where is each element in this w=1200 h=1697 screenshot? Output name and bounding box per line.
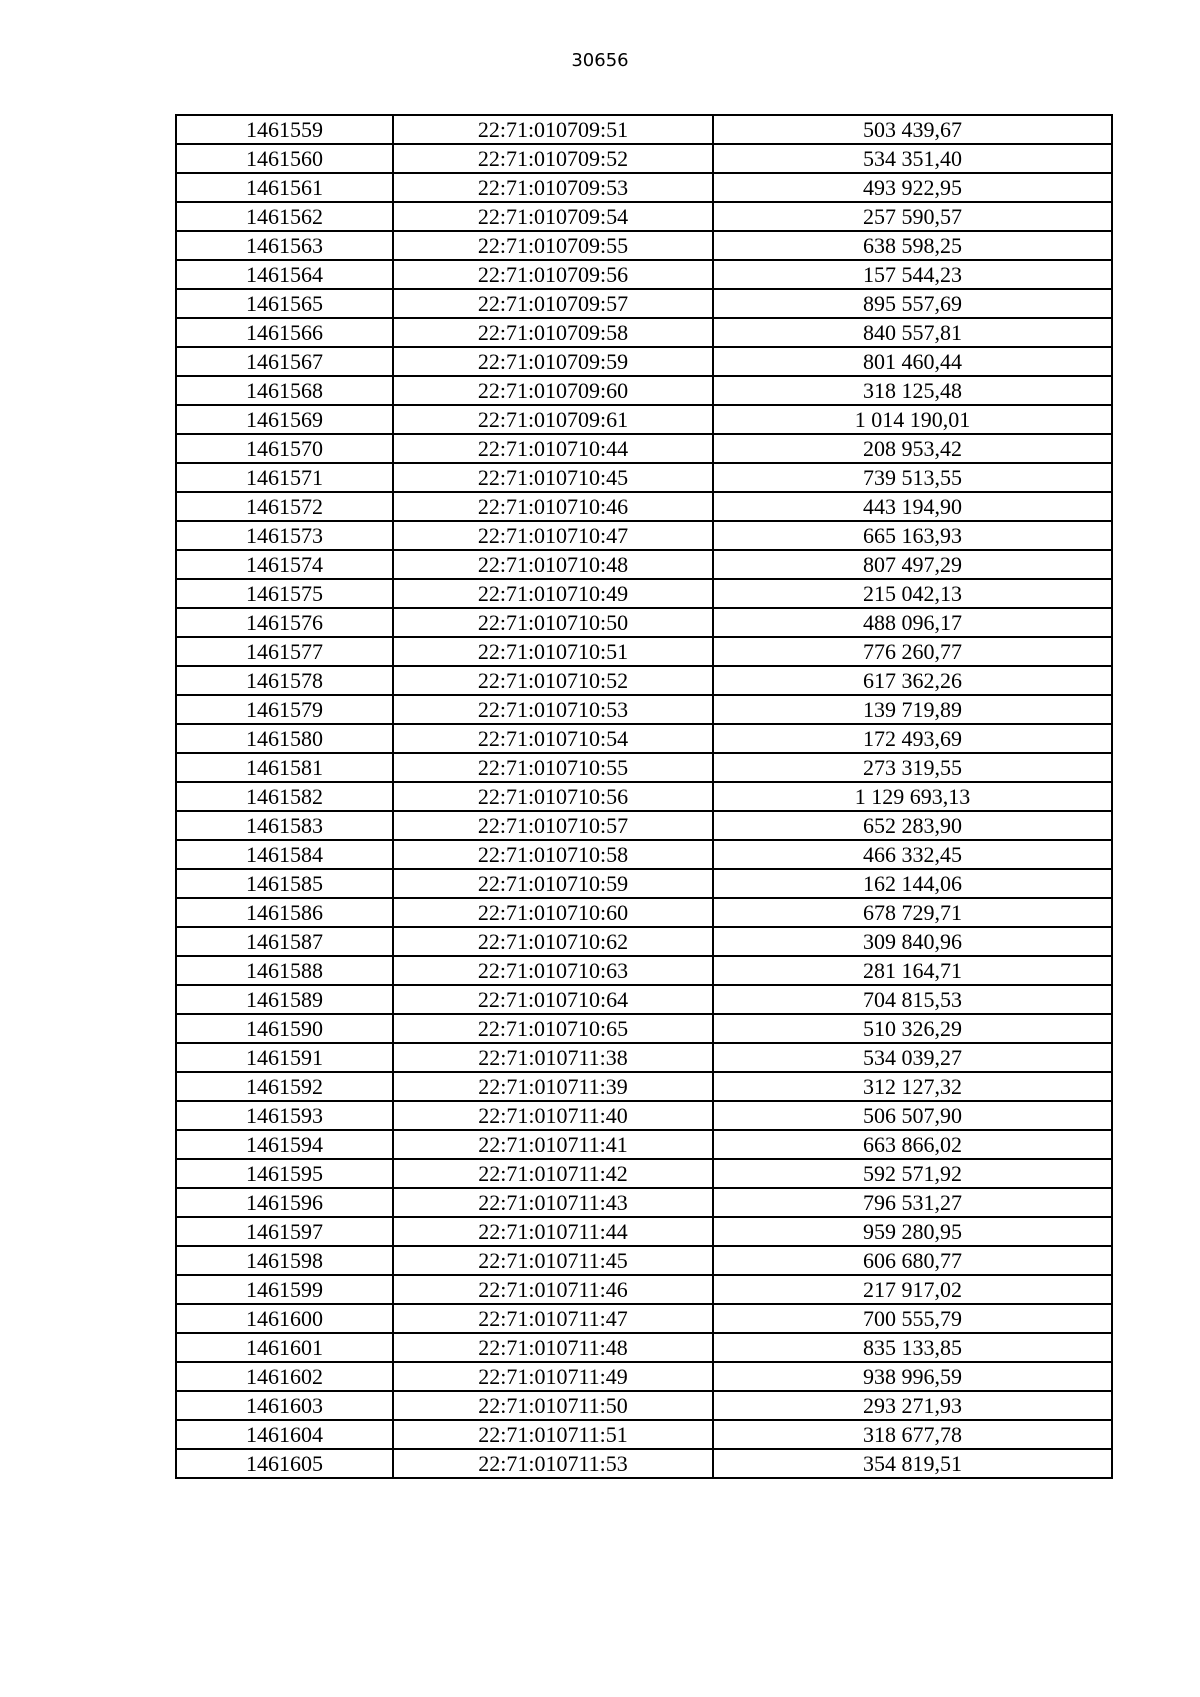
row-id-cell: 1461593	[176, 1101, 393, 1130]
value-cell: 309 840,96	[713, 927, 1112, 956]
cadastral-number-cell: 22:71:010710:50	[393, 608, 713, 637]
table-row	[176, 289, 1112, 318]
value-cell: 318 125,48	[713, 376, 1112, 405]
cadastral-number-cell: 22:71:010710:57	[393, 811, 713, 840]
value-cell: 318 677,78	[713, 1420, 1112, 1449]
cadastral-number-cell: 22:71:010709:53	[393, 173, 713, 202]
cadastral-number-cell: 22:71:010710:58	[393, 840, 713, 869]
value-cell: 312 127,32	[713, 1072, 1112, 1101]
data-table	[175, 114, 1113, 1479]
value-cell: 443 194,90	[713, 492, 1112, 521]
table-row	[176, 1130, 1112, 1159]
table-row	[176, 1362, 1112, 1391]
row-id-cell: 1461573	[176, 521, 393, 550]
cadastral-number-cell: 22:71:010710:46	[393, 492, 713, 521]
table-row	[176, 173, 1112, 202]
table-row	[176, 985, 1112, 1014]
row-id-cell: 1461561	[176, 173, 393, 202]
table-row	[176, 1391, 1112, 1420]
value-cell: 739 513,55	[713, 463, 1112, 492]
row-id-cell: 1461596	[176, 1188, 393, 1217]
table-row	[176, 608, 1112, 637]
value-cell: 510 326,29	[713, 1014, 1112, 1043]
value-cell: 776 260,77	[713, 637, 1112, 666]
cadastral-number-cell: 22:71:010710:48	[393, 550, 713, 579]
value-cell: 592 571,92	[713, 1159, 1112, 1188]
table-row	[176, 753, 1112, 782]
value-cell: 606 680,77	[713, 1246, 1112, 1275]
table-row	[176, 1072, 1112, 1101]
value-cell: 938 996,59	[713, 1362, 1112, 1391]
value-cell: 506 507,90	[713, 1101, 1112, 1130]
table-row	[176, 1304, 1112, 1333]
cadastral-number-cell: 22:71:010711:41	[393, 1130, 713, 1159]
value-cell: 208 953,42	[713, 434, 1112, 463]
row-id-cell: 1461604	[176, 1420, 393, 1449]
value-cell: 700 555,79	[713, 1304, 1112, 1333]
row-id-cell: 1461580	[176, 724, 393, 753]
value-cell: 534 351,40	[713, 144, 1112, 173]
cadastral-number-cell: 22:71:010710:45	[393, 463, 713, 492]
value-cell: 534 039,27	[713, 1043, 1112, 1072]
row-id-cell: 1461602	[176, 1362, 393, 1391]
cadastral-number-cell: 22:71:010711:47	[393, 1304, 713, 1333]
value-cell: 1 129 693,13	[713, 782, 1112, 811]
row-id-cell: 1461576	[176, 608, 393, 637]
value-cell: 704 815,53	[713, 985, 1112, 1014]
table-row	[176, 898, 1112, 927]
table-row	[176, 1275, 1112, 1304]
cadastral-number-cell: 22:71:010710:59	[393, 869, 713, 898]
table-row	[176, 840, 1112, 869]
row-id-cell: 1461595	[176, 1159, 393, 1188]
table-row	[176, 376, 1112, 405]
value-cell: 652 283,90	[713, 811, 1112, 840]
row-id-cell: 1461562	[176, 202, 393, 231]
table-row	[176, 521, 1112, 550]
value-cell: 466 332,45	[713, 840, 1112, 869]
value-cell: 959 280,95	[713, 1217, 1112, 1246]
row-id-cell: 1461599	[176, 1275, 393, 1304]
value-cell: 172 493,69	[713, 724, 1112, 753]
table-row	[176, 1333, 1112, 1362]
table-row	[176, 782, 1112, 811]
row-id-cell: 1461590	[176, 1014, 393, 1043]
row-id-cell: 1461598	[176, 1246, 393, 1275]
table-row	[176, 1043, 1112, 1072]
table-row	[176, 550, 1112, 579]
cadastral-number-cell: 22:71:010711:43	[393, 1188, 713, 1217]
row-id-cell: 1461565	[176, 289, 393, 318]
table-row	[176, 318, 1112, 347]
row-id-cell: 1461600	[176, 1304, 393, 1333]
row-id-cell: 1461574	[176, 550, 393, 579]
cadastral-number-cell: 22:71:010711:44	[393, 1217, 713, 1246]
row-id-cell: 1461571	[176, 463, 393, 492]
cadastral-number-cell: 22:71:010710:55	[393, 753, 713, 782]
row-id-cell: 1461592	[176, 1072, 393, 1101]
cadastral-number-cell: 22:71:010710:53	[393, 695, 713, 724]
row-id-cell: 1461583	[176, 811, 393, 840]
row-id-cell: 1461587	[176, 927, 393, 956]
table-row	[176, 1188, 1112, 1217]
cadastral-number-cell: 22:71:010711:39	[393, 1072, 713, 1101]
table-row	[176, 579, 1112, 608]
table-body	[176, 115, 1112, 1478]
cadastral-number-cell: 22:71:010711:49	[393, 1362, 713, 1391]
table-row	[176, 724, 1112, 753]
cadastral-number-cell: 22:71:010711:50	[393, 1391, 713, 1420]
row-id-cell: 1461579	[176, 695, 393, 724]
row-id-cell: 1461582	[176, 782, 393, 811]
row-id-cell: 1461585	[176, 869, 393, 898]
row-id-cell: 1461569	[176, 405, 393, 434]
value-cell: 488 096,17	[713, 608, 1112, 637]
value-cell: 663 866,02	[713, 1130, 1112, 1159]
row-id-cell: 1461572	[176, 492, 393, 521]
row-id-cell: 1461591	[176, 1043, 393, 1072]
cadastral-number-cell: 22:71:010711:42	[393, 1159, 713, 1188]
value-cell: 665 163,93	[713, 521, 1112, 550]
value-cell: 503 439,67	[713, 115, 1112, 144]
table-row	[176, 666, 1112, 695]
table-row	[176, 1159, 1112, 1188]
value-cell: 895 557,69	[713, 289, 1112, 318]
cadastral-number-cell: 22:71:010710:56	[393, 782, 713, 811]
table-row	[176, 1246, 1112, 1275]
row-id-cell: 1461589	[176, 985, 393, 1014]
cadastral-number-cell: 22:71:010710:60	[393, 898, 713, 927]
row-id-cell: 1461588	[176, 956, 393, 985]
table-row	[176, 1217, 1112, 1246]
value-cell: 257 590,57	[713, 202, 1112, 231]
value-cell: 273 319,55	[713, 753, 1112, 782]
row-id-cell: 1461564	[176, 260, 393, 289]
cadastral-number-cell: 22:71:010711:48	[393, 1333, 713, 1362]
row-id-cell: 1461568	[176, 376, 393, 405]
cadastral-number-cell: 22:71:010710:47	[393, 521, 713, 550]
cadastral-number-cell: 22:71:010711:53	[393, 1449, 713, 1478]
table-row	[176, 1449, 1112, 1478]
row-id-cell: 1461586	[176, 898, 393, 927]
row-id-cell: 1461567	[176, 347, 393, 376]
value-cell: 840 557,81	[713, 318, 1112, 347]
row-id-cell: 1461581	[176, 753, 393, 782]
value-cell: 678 729,71	[713, 898, 1112, 927]
value-cell: 617 362,26	[713, 666, 1112, 695]
row-id-cell: 1461559	[176, 115, 393, 144]
table-row	[176, 956, 1112, 985]
cadastral-number-cell: 22:71:010709:59	[393, 347, 713, 376]
row-id-cell: 1461563	[176, 231, 393, 260]
value-cell: 354 819,51	[713, 1449, 1112, 1478]
cadastral-number-cell: 22:71:010710:44	[393, 434, 713, 463]
cadastral-number-cell: 22:71:010709:52	[393, 144, 713, 173]
value-cell: 801 460,44	[713, 347, 1112, 376]
cadastral-number-cell: 22:71:010711:38	[393, 1043, 713, 1072]
value-cell: 638 598,25	[713, 231, 1112, 260]
table-row	[176, 115, 1112, 144]
value-cell: 139 719,89	[713, 695, 1112, 724]
cadastral-number-cell: 22:71:010710:54	[393, 724, 713, 753]
table-row	[176, 405, 1112, 434]
table-row	[176, 927, 1112, 956]
row-id-cell: 1461584	[176, 840, 393, 869]
cadastral-number-cell: 22:71:010711:46	[393, 1275, 713, 1304]
row-id-cell: 1461575	[176, 579, 393, 608]
table-row	[176, 1420, 1112, 1449]
cadastral-number-cell: 22:71:010710:52	[393, 666, 713, 695]
cadastral-number-cell: 22:71:010710:65	[393, 1014, 713, 1043]
page-number: 30656	[571, 50, 629, 71]
table-row	[176, 811, 1112, 840]
value-cell: 493 922,95	[713, 173, 1112, 202]
cadastral-number-cell: 22:71:010710:49	[393, 579, 713, 608]
value-cell: 807 497,29	[713, 550, 1112, 579]
table-row	[176, 695, 1112, 724]
cadastral-number-cell: 22:71:010709:56	[393, 260, 713, 289]
cadastral-number-cell: 22:71:010709:60	[393, 376, 713, 405]
value-cell: 157 544,23	[713, 260, 1112, 289]
value-cell: 281 164,71	[713, 956, 1112, 985]
value-cell: 1 014 190,01	[713, 405, 1112, 434]
table-row	[176, 231, 1112, 260]
cadastral-number-cell: 22:71:010710:51	[393, 637, 713, 666]
cadastral-number-cell: 22:71:010709:61	[393, 405, 713, 434]
row-id-cell: 1461594	[176, 1130, 393, 1159]
table-row	[176, 869, 1112, 898]
value-cell: 215 042,13	[713, 579, 1112, 608]
value-cell: 162 144,06	[713, 869, 1112, 898]
cadastral-number-cell: 22:71:010709:57	[393, 289, 713, 318]
cadastral-number-cell: 22:71:010709:58	[393, 318, 713, 347]
value-cell: 293 271,93	[713, 1391, 1112, 1420]
table-row	[176, 434, 1112, 463]
row-id-cell: 1461605	[176, 1449, 393, 1478]
value-cell: 217 917,02	[713, 1275, 1112, 1304]
cadastral-number-cell: 22:71:010711:51	[393, 1420, 713, 1449]
row-id-cell: 1461577	[176, 637, 393, 666]
table-row	[176, 260, 1112, 289]
table-row	[176, 1014, 1112, 1043]
cadastral-number-cell: 22:71:010709:54	[393, 202, 713, 231]
cadastral-number-cell: 22:71:010709:55	[393, 231, 713, 260]
cadastral-number-cell: 22:71:010709:51	[393, 115, 713, 144]
value-cell: 835 133,85	[713, 1333, 1112, 1362]
table-row	[176, 1101, 1112, 1130]
table-row	[176, 463, 1112, 492]
cadastral-number-cell: 22:71:010711:40	[393, 1101, 713, 1130]
row-id-cell: 1461603	[176, 1391, 393, 1420]
row-id-cell: 1461578	[176, 666, 393, 695]
cadastral-number-cell: 22:71:010710:63	[393, 956, 713, 985]
row-id-cell: 1461597	[176, 1217, 393, 1246]
cadastral-number-cell: 22:71:010710:64	[393, 985, 713, 1014]
cadastral-number-cell: 22:71:010711:45	[393, 1246, 713, 1275]
table-row	[176, 202, 1112, 231]
row-id-cell: 1461566	[176, 318, 393, 347]
table-row	[176, 492, 1112, 521]
table-row	[176, 637, 1112, 666]
row-id-cell: 1461601	[176, 1333, 393, 1362]
value-cell: 796 531,27	[713, 1188, 1112, 1217]
cadastral-number-cell: 22:71:010710:62	[393, 927, 713, 956]
row-id-cell: 1461560	[176, 144, 393, 173]
row-id-cell: 1461570	[176, 434, 393, 463]
table-row	[176, 347, 1112, 376]
table-row	[176, 144, 1112, 173]
